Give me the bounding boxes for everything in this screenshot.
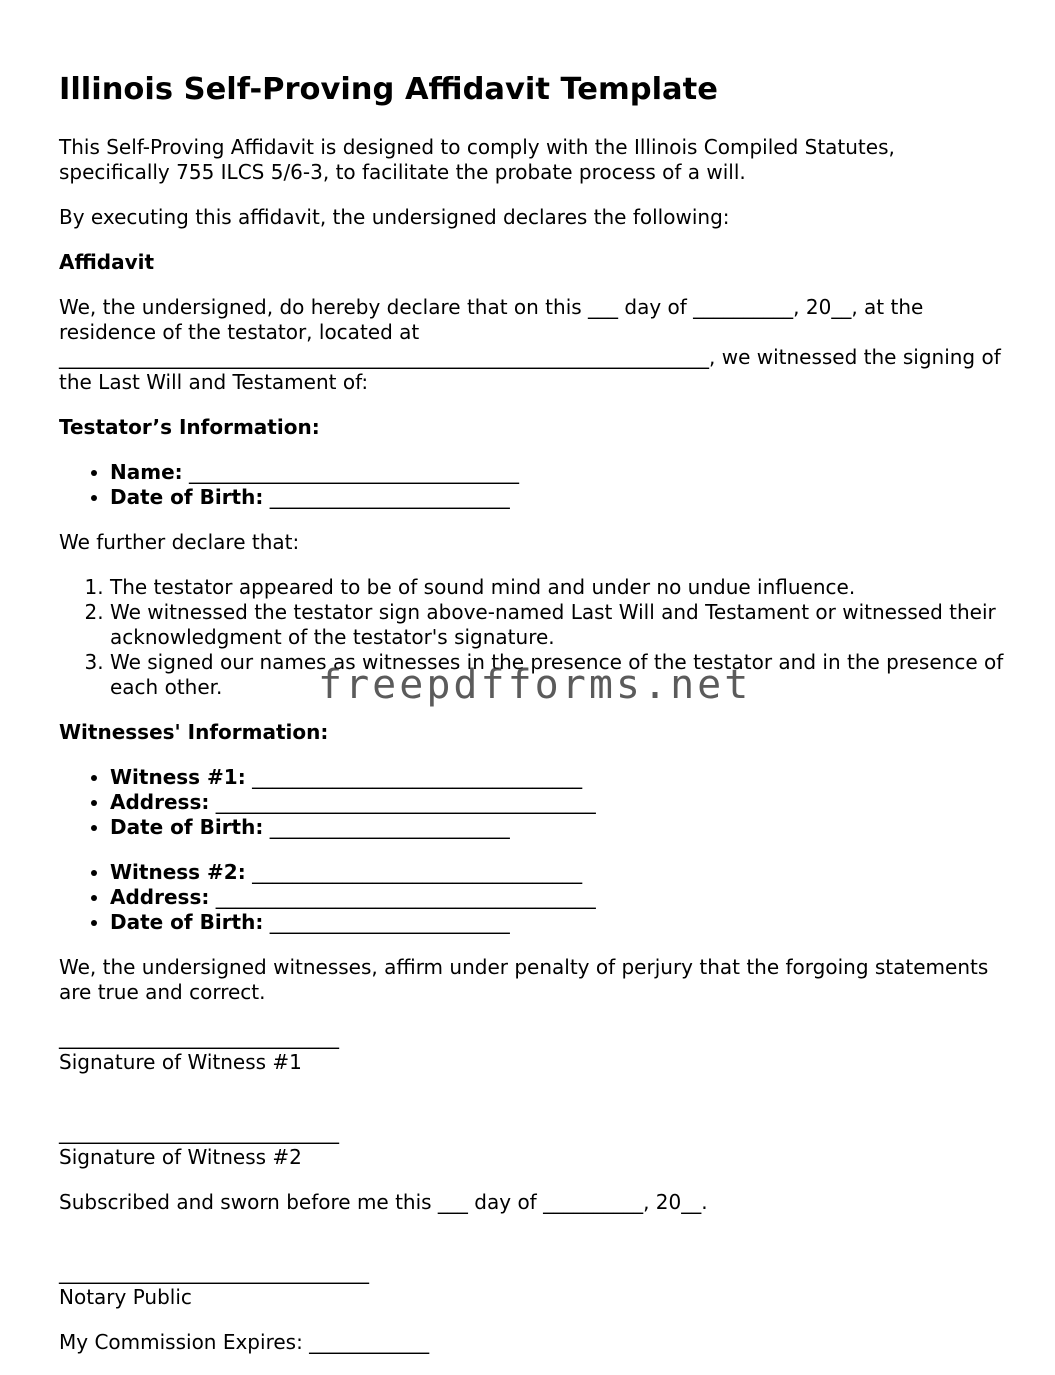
field-blank: _________________________________ bbox=[189, 460, 519, 484]
witness1-signature bbox=[59, 1025, 1009, 1075]
signature-line: ____________________________ bbox=[59, 1025, 339, 1049]
signature-caption: Signature of Witness #1 bbox=[59, 1050, 302, 1074]
witness2-address-field bbox=[110, 885, 1009, 910]
witness2-dob-field bbox=[110, 910, 1009, 935]
witness1-address-field bbox=[110, 790, 1009, 815]
witness1-fields-list bbox=[59, 765, 1009, 840]
affidavit-paragraph: We, the undersigned, do hereby declare that on this ___ day of __________, 20__, at the residence of the testator, located at _________________________________________________________________, we witnessed the signing of the Last Will and Testament of: bbox=[59, 295, 1001, 394]
watermark: freepdfforms.net bbox=[318, 662, 752, 708]
document-title: Illinois Self-Proving Affidavit Template bbox=[59, 72, 718, 107]
affidavit-heading: Affidavit bbox=[59, 250, 155, 274]
commission-expires: My Commission Expires: ____________ bbox=[59, 1330, 430, 1354]
field-blank: ______________________________________ bbox=[215, 885, 596, 909]
field-label: Date of Birth: bbox=[110, 485, 264, 509]
signature-line: _______________________________ bbox=[59, 1260, 369, 1284]
testator-heading: Testator’s Information: bbox=[59, 415, 320, 439]
declarations-list bbox=[59, 575, 1009, 700]
signature-caption: Signature of Witness #2 bbox=[59, 1145, 302, 1169]
field-blank: ________________________ bbox=[269, 485, 510, 509]
field-blank: ______________________________________ bbox=[215, 790, 596, 814]
field-blank: _________________________________ bbox=[252, 860, 583, 884]
declaration-item: 1. The testator appeared to be of sound mind and under no undue influence. bbox=[110, 575, 1009, 600]
further-declare-paragraph: We further declare that: bbox=[59, 530, 300, 554]
witness1-name-field bbox=[110, 765, 1009, 790]
witness2-fields-list bbox=[59, 860, 1009, 935]
field-label: Witness #2: bbox=[110, 860, 246, 884]
declaration-item: 2. We witnessed the testator sign above-named Last Will and Testament or witnessed their acknowledgment of the testator's signature. bbox=[110, 600, 1009, 650]
field-label: Date of Birth: bbox=[110, 910, 264, 934]
affidavit-document bbox=[59, 70, 1009, 1375]
declaration-item: 3. We signed our names as witnesses in the presence of the testator and in the presence of each other. bbox=[110, 650, 1009, 700]
signature-caption: Notary Public bbox=[59, 1285, 192, 1309]
subscribed-paragraph: Subscribed and sworn before me this ___ day of __________, 20__. bbox=[59, 1190, 708, 1214]
witness2-name-field bbox=[110, 860, 1009, 885]
field-label: Address: bbox=[110, 790, 210, 814]
signature-line: ____________________________ bbox=[59, 1120, 339, 1144]
affirm-paragraph: We, the undersigned witnesses, affirm under penalty of perjury that the forgoing statements are true and correct. bbox=[59, 955, 989, 1004]
intro-paragraph: This Self-Proving Affidavit is designed to comply with the Illinois Compiled Statutes, specifically 755 ILCS 5/6-3, to facilitate the probate process of a will. bbox=[59, 135, 895, 184]
witness2-signature bbox=[59, 1120, 1009, 1170]
field-label: Date of Birth: bbox=[110, 815, 264, 839]
field-label: Name: bbox=[110, 460, 183, 484]
field-blank: ________________________ bbox=[269, 815, 510, 839]
testator-name-field bbox=[110, 460, 1009, 485]
signature-block bbox=[59, 1025, 1009, 1170]
notary-signature bbox=[59, 1260, 1009, 1310]
testator-dob-field bbox=[110, 485, 1009, 510]
witnesses-heading: Witnesses' Information: bbox=[59, 720, 329, 744]
executing-paragraph: By executing this affidavit, the undersigned declares the following: bbox=[59, 205, 730, 229]
testator-fields-list bbox=[59, 460, 1009, 510]
witness1-dob-field bbox=[110, 815, 1009, 840]
field-label: Witness #1: bbox=[110, 765, 246, 789]
field-blank: ________________________ bbox=[269, 910, 510, 934]
field-label: Address: bbox=[110, 885, 210, 909]
field-blank: _________________________________ bbox=[252, 765, 583, 789]
